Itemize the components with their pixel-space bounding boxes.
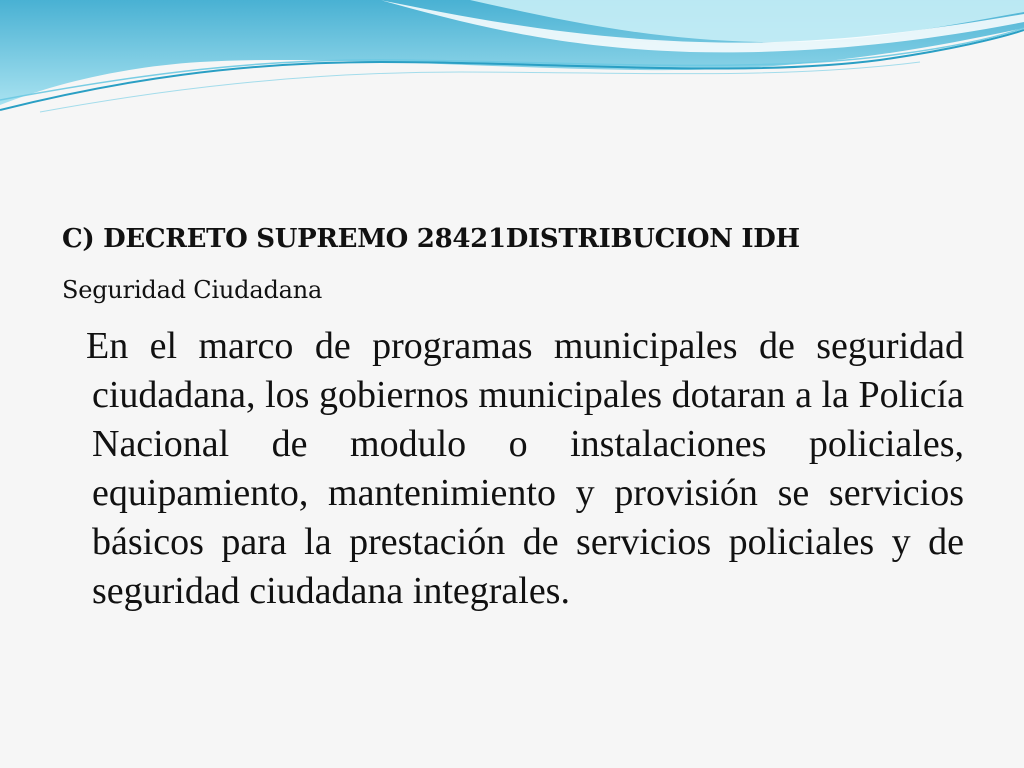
wave-decoration — [0, 0, 1024, 140]
slide-subtitle: Seguridad Ciudadana — [62, 276, 323, 304]
wave-line-3 — [40, 62, 920, 112]
slide-body-paragraph: En el marco de programas municipales de seguridad ciudadana, los gobiernos municipales dotaran a la Policía Nacional de modulo o instalaciones policiales, equipamiento, mantenimiento y provisión se servicios básicos para la prestación de servicios policiales y de seguridad ciudadana integrales. — [86, 325, 964, 612]
slide-title: C) DECRETO SUPREMO 28421DISTRIBUCION IDH — [62, 224, 800, 254]
